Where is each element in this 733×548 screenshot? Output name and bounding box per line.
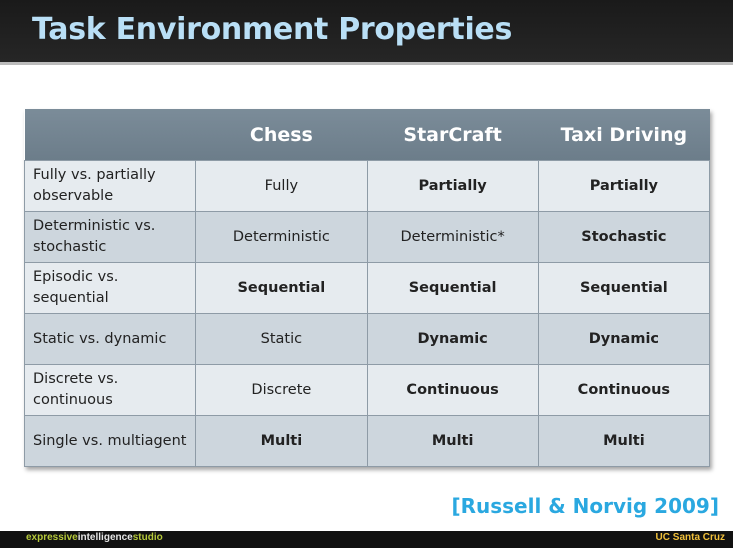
institution-label: UC Santa Cruz <box>655 532 725 543</box>
table-row <box>25 314 710 365</box>
row-label: Discrete vs. continuous <box>25 365 196 416</box>
table-cell: Dynamic <box>367 314 538 365</box>
table-row <box>25 212 710 263</box>
header-row <box>25 109 710 161</box>
row-label: Single vs. multiagent <box>25 416 196 467</box>
footer-bar <box>0 531 733 548</box>
table-cell: Partially <box>538 161 709 212</box>
table-cell: Fully <box>196 161 367 212</box>
table-cell: Deterministic <box>196 212 367 263</box>
table-cell: Sequential <box>196 263 367 314</box>
table-row <box>25 365 710 416</box>
row-label: Deterministic vs. stochastic <box>25 212 196 263</box>
citation: [Russell & Norvig 2009] <box>451 494 719 518</box>
table-cell: Sequential <box>367 263 538 314</box>
table-cell: Multi <box>367 416 538 467</box>
table-row <box>25 416 710 467</box>
brand-segment: studio <box>132 532 163 543</box>
table-row <box>25 161 710 212</box>
table-cell: Dynamic <box>538 314 709 365</box>
table-cell: Partially <box>367 161 538 212</box>
header-cell-starcraft: StarCraft <box>367 109 538 161</box>
header-cell-corner <box>25 109 196 161</box>
table-cell: Multi <box>538 416 709 467</box>
table-cell: Static <box>196 314 367 365</box>
brand-segment: expressive <box>26 532 78 543</box>
properties-table <box>24 109 710 467</box>
table-row <box>25 263 710 314</box>
row-label: Episodic vs. sequential <box>25 263 196 314</box>
table-body <box>25 161 710 467</box>
header-cell-taxi-driving: Taxi Driving <box>538 109 709 161</box>
table-cell: Sequential <box>538 263 709 314</box>
table-cell: Continuous <box>538 365 709 416</box>
table-cell: Continuous <box>367 365 538 416</box>
table-cell: Discrete <box>196 365 367 416</box>
brand-logo <box>26 532 163 543</box>
properties-table-container <box>24 109 710 467</box>
header-cell-chess: Chess <box>196 109 367 161</box>
table-cell: Multi <box>196 416 367 467</box>
row-label: Static vs. dynamic <box>25 314 196 365</box>
brand-segment: intelligence <box>77 532 133 543</box>
row-label: Fully vs. partially observable <box>25 161 196 212</box>
title-bar <box>0 0 733 65</box>
slide-title: Task Environment Properties <box>32 12 513 47</box>
table-cell: Deterministic* <box>367 212 538 263</box>
table-cell: Stochastic <box>538 212 709 263</box>
